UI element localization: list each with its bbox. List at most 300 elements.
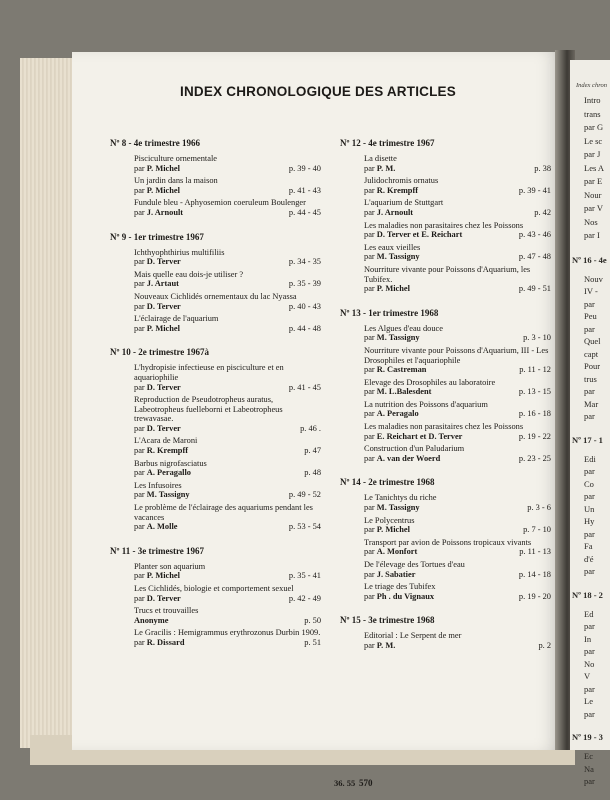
article-entry <box>364 444 555 463</box>
issue-heading: Nº 12 - 4e trimestre 1967 <box>340 138 435 148</box>
par-word: par <box>134 423 147 433</box>
article-author: M. Tassigny <box>376 252 420 262</box>
author-block <box>364 365 426 375</box>
par-word: par <box>364 252 377 262</box>
article-entry <box>364 582 555 601</box>
article-pages: p. 3 - 6 <box>527 503 551 513</box>
author-block <box>364 186 418 196</box>
par-word: par <box>364 640 377 650</box>
par-word: par <box>364 333 377 343</box>
issue-section <box>110 232 325 334</box>
author-block <box>134 594 181 604</box>
article-entry <box>134 481 325 500</box>
issue-heading: Nº 13 - 1er trimestre 1968 <box>340 307 439 318</box>
issue-section <box>340 308 555 464</box>
author-block <box>364 570 415 580</box>
facing-page-fragment: Nour <box>584 189 602 200</box>
par-word: par <box>364 569 377 579</box>
article-entry <box>364 560 555 579</box>
author-line <box>364 547 555 557</box>
article-entry <box>364 324 555 343</box>
article-author: A. Molle <box>146 522 178 532</box>
article-pages: p. 39 - 41 <box>518 185 551 195</box>
facing-page-fragment: par <box>584 298 595 309</box>
facing-page-fragment: par I <box>584 230 600 240</box>
article-author: J. Arnoult <box>146 207 184 217</box>
facing-page-fragment: IV - <box>584 286 598 296</box>
article-pages: p. 2 <box>538 640 551 650</box>
author-line <box>134 324 325 334</box>
author-line <box>364 252 555 262</box>
article-entry <box>364 516 555 535</box>
article-title: Planter son aquarium <box>134 561 206 571</box>
author-block <box>364 525 410 535</box>
article-title: Le triage des Tubifex <box>364 582 436 592</box>
article-pages: p. 40 - 43 <box>288 301 321 311</box>
facing-page-fragment: Co <box>584 478 594 489</box>
left-column <box>110 138 325 662</box>
article-entry <box>134 395 325 433</box>
facing-page-fragment: No <box>584 658 595 669</box>
article-author: Ph . du Vignaux <box>376 591 435 601</box>
article-author: D. Terver <box>146 593 181 603</box>
article-title: Le Tanichtys du riche <box>364 493 437 503</box>
par-word: par <box>364 230 377 240</box>
article-author: P. Michel <box>376 284 410 294</box>
article-author: P. M. <box>376 163 396 173</box>
issue-heading: Nº 11 - 3e trimestre 1967 <box>110 545 205 556</box>
article-author: D. Terver <box>146 301 181 311</box>
par-word: par <box>364 525 377 535</box>
facing-page-fragment: d'é <box>584 553 594 564</box>
author-block <box>134 279 179 289</box>
author-block <box>134 424 181 434</box>
par-word: par <box>134 571 147 581</box>
author-line <box>134 302 325 312</box>
author-block <box>134 571 180 581</box>
facing-page-fragment: trus <box>584 373 597 384</box>
book-page <box>72 52 564 788</box>
article-title: Les Infusoires <box>134 480 182 490</box>
author-block <box>134 522 178 532</box>
facing-page-fragment: par <box>584 776 595 786</box>
author-line <box>364 284 555 294</box>
article-author: P. Michel <box>376 525 410 535</box>
article-pages: p. 53 - 54 <box>288 522 321 532</box>
facing-page-fragment: Ec <box>584 751 593 761</box>
facing-page-fragment: par <box>584 411 595 421</box>
article-author: R. Castreman <box>376 365 427 375</box>
issue-section <box>340 477 555 601</box>
article-author: D. Terver <box>146 257 181 267</box>
facing-page-fragment: Quel <box>584 336 601 346</box>
par-word: par <box>364 547 377 557</box>
author-line <box>364 570 555 580</box>
author-line <box>364 186 555 196</box>
par-word: par <box>134 185 147 195</box>
article-entry <box>364 493 555 512</box>
par-word: par <box>134 490 147 500</box>
author-line <box>134 522 325 532</box>
facing-page-fragment: par <box>584 621 595 631</box>
article-title: Les maladies non parasitaires chez les Poissons <box>364 422 524 432</box>
issue-section <box>110 347 325 532</box>
article-entry <box>364 154 555 173</box>
facing-page-fragment: par J <box>584 149 601 159</box>
facing-page-fragment: Le <box>584 696 593 706</box>
facing-page-fragment: par G <box>584 122 604 132</box>
facing-page-fragment: V <box>584 671 591 681</box>
author-line <box>134 257 325 267</box>
facing-page-heading: Nº 16 - 4e <box>572 254 607 265</box>
author-block <box>364 284 410 294</box>
article-pages: p. 35 - 39 <box>288 279 321 289</box>
author-block <box>364 454 440 464</box>
issue-section <box>340 138 555 294</box>
facing-page-fragment: Peu <box>584 311 597 321</box>
article-title: Les eaux vieilles <box>364 242 421 252</box>
author-block <box>134 616 168 626</box>
facing-page-fragment: Pour <box>584 361 601 371</box>
article-entry <box>134 314 325 333</box>
article-pages: p. 46 . <box>300 423 321 433</box>
article-entry <box>134 154 325 173</box>
author-line <box>134 164 325 174</box>
article-entry <box>364 422 555 441</box>
author-block <box>364 432 462 442</box>
facing-page-fragment: par V <box>584 203 603 213</box>
article-author: Anonyme <box>134 615 169 625</box>
author-block <box>134 383 181 393</box>
article-author: A. van der Woerd <box>376 453 441 463</box>
article-title: Nourriture vivante pour Poissons d'Aquarium, les Tubifex. <box>364 264 531 284</box>
facing-page-fragment: Mar <box>584 398 599 409</box>
article-pages: p. 14 - 18 <box>518 569 551 579</box>
article-author: J. Sabatier <box>376 569 416 579</box>
par-word: par <box>134 637 147 647</box>
article-title: L'éclairage de l'aquarium <box>134 314 219 324</box>
author-line <box>134 383 325 393</box>
par-word: par <box>364 365 377 375</box>
author-block <box>364 230 462 240</box>
author-block <box>134 446 188 456</box>
article-title: Editorial : Le Serpent de mer <box>364 631 462 641</box>
article-title: Barbus nigrofasciatus <box>134 458 207 468</box>
author-line <box>134 279 325 289</box>
article-author: P. Michel <box>146 163 180 173</box>
author-line <box>134 571 325 581</box>
article-pages: p. 49 - 52 <box>288 490 321 500</box>
page-title: INDEX CHRONOLOGIQUE DES ARTICLES <box>180 84 456 99</box>
par-word: par <box>134 446 147 456</box>
article-pages: p. 47 - 48 <box>518 252 551 262</box>
par-word: par <box>134 323 147 333</box>
par-word: par <box>134 279 147 289</box>
article-pages: p. 11 - 13 <box>519 547 551 557</box>
article-pages: p. 34 - 35 <box>288 257 321 267</box>
right-column <box>340 138 555 665</box>
author-block <box>134 490 190 500</box>
facing-page-fragment: Intro <box>584 95 601 105</box>
article-title: Les Cichlidés, biologie et comportement sexuel <box>134 584 294 593</box>
facing-page-fragment: Le sc <box>584 135 603 146</box>
article-title: Fundule bleu - Aphyosemion coeruleum Boulenger <box>134 198 306 208</box>
article-author: M. Tassigny <box>146 490 190 500</box>
article-pages: p. 50 <box>304 615 321 625</box>
author-line <box>134 490 325 500</box>
par-word: par <box>364 387 377 397</box>
facing-page-fragment: Un <box>584 503 595 514</box>
article-entry <box>134 248 325 267</box>
author-line <box>134 186 325 196</box>
author-block <box>134 164 180 174</box>
article-entry <box>134 176 325 195</box>
facing-page-fragment: Nouv <box>584 273 603 284</box>
author-line <box>364 432 555 442</box>
article-title: Le Gracilis : Hemigrammus erythrozonus Durbin 1909. <box>134 628 321 638</box>
article-entry <box>134 562 325 581</box>
article-title: De l'élevage des Tortues d'eau <box>364 560 465 569</box>
article-entry <box>364 176 555 195</box>
article-pages: p. 19 - 20 <box>518 591 551 601</box>
author-line <box>364 387 555 397</box>
article-author: E. Reichart et D. Terver <box>376 431 463 441</box>
article-title: Ichthyophthirius multifiliis <box>134 247 225 257</box>
author-line <box>134 424 325 434</box>
article-pages: p. 42 <box>534 207 551 217</box>
article-pages: p. 51 <box>304 637 321 647</box>
issue-heading: Nº 9 - 1er trimestre 1967 <box>110 231 204 242</box>
par-word: par <box>134 163 147 173</box>
par-word: par <box>134 382 147 392</box>
author-line <box>364 208 555 218</box>
par-word: par <box>134 468 147 478</box>
article-title: Les maladies non parasitaires chez les Poissons <box>364 220 524 230</box>
author-line <box>364 454 555 464</box>
facing-page-fragment: capt <box>584 348 599 359</box>
author-line <box>364 503 555 513</box>
par-word: par <box>134 522 147 532</box>
article-entry <box>364 198 555 217</box>
article-entry <box>364 538 555 557</box>
facing-page-fragment: In <box>584 633 592 644</box>
footer-code: 36. 55 <box>334 778 356 788</box>
author-block <box>134 186 180 196</box>
facing-page-fragment: par <box>584 466 595 476</box>
article-entry <box>134 628 325 647</box>
article-pages: p. 41 - 43 <box>288 185 321 195</box>
par-word: par <box>364 207 377 217</box>
article-title: L'Acara de Maroni <box>134 436 198 446</box>
author-block <box>364 409 419 419</box>
issue-heading: Nº 14 - 2e trimestre 1968 <box>340 477 435 488</box>
article-entry <box>134 270 325 289</box>
par-word: par <box>364 431 377 441</box>
author-block <box>134 324 180 334</box>
article-pages: p. 16 - 18 <box>518 409 551 419</box>
facing-page-fragment: Fa <box>584 541 593 551</box>
article-title: Nouveaux Cichlidés ornementaux du lac Nyassa <box>134 291 297 301</box>
article-pages: p. 48 <box>304 468 321 478</box>
facing-page-fragment: par <box>584 646 595 656</box>
article-entry <box>134 459 325 478</box>
author-line <box>364 592 555 602</box>
author-line <box>134 446 325 456</box>
article-pages: p. 44 - 45 <box>288 207 321 217</box>
article-author: P. M. <box>376 640 396 650</box>
article-title: L'aquarium de Stuttgart <box>364 198 444 208</box>
article-title: Trucs et trouvailles <box>134 606 199 616</box>
author-block <box>364 208 413 218</box>
par-word: par <box>364 591 377 601</box>
article-title: Nourriture vivante pour Poissons d'Aquarium, III - Les Drosophiles et l'aquariophile <box>364 345 549 365</box>
article-entry <box>134 606 325 625</box>
par-word: par <box>364 284 377 294</box>
article-author: M. Tassigny <box>376 333 420 343</box>
article-pages: p. 42 - 49 <box>288 593 321 603</box>
facing-page <box>570 60 610 786</box>
author-line <box>134 638 325 648</box>
author-block <box>134 257 181 267</box>
author-block <box>364 592 434 602</box>
article-title: Le problème de l'éclairage des aquariums pendant les vacances <box>134 503 313 522</box>
author-block <box>364 387 431 397</box>
article-pages: p. 38 <box>534 163 551 173</box>
article-author: R. Krempff <box>376 185 419 195</box>
par-word: par <box>134 257 147 267</box>
facing-page-heading: Nº 19 - 3 <box>572 732 603 742</box>
article-pages: p. 19 - 22 <box>518 431 551 441</box>
par-word: par <box>134 207 147 217</box>
article-author: R. Krempff <box>146 446 189 456</box>
author-line <box>364 333 555 343</box>
article-pages: p. 49 - 51 <box>518 284 551 294</box>
article-entry <box>364 243 555 262</box>
article-author: R. Dissard <box>146 637 185 647</box>
article-author: M. L.Balesdent <box>376 387 432 397</box>
page-number: 570 <box>359 778 373 788</box>
article-author: A. Monfort <box>376 547 418 557</box>
article-entry <box>364 221 555 240</box>
facing-page-fragment: Hy <box>584 516 595 526</box>
author-line <box>134 468 325 478</box>
author-block <box>364 164 395 174</box>
article-pages: p. 23 - 25 <box>518 453 551 463</box>
article-title: Reproduction de Pseudotropheus auratus, Labeotropheus fuelleborni et Labeotropheus trewavasae. <box>134 395 283 424</box>
facing-page-fragment: par <box>584 386 595 396</box>
author-block <box>364 333 420 343</box>
article-title: L'hydropisie infectieuse en pisciculture et en aquariophilie <box>134 363 284 382</box>
par-word: par <box>364 503 377 513</box>
article-pages: p. 11 - 12 <box>519 365 551 375</box>
author-block <box>364 503 420 513</box>
article-author: A. Peragallo <box>146 468 191 478</box>
author-line <box>134 616 325 626</box>
author-line <box>364 164 555 174</box>
author-block <box>364 252 420 262</box>
par-word: par <box>364 409 377 419</box>
article-pages: p. 44 - 48 <box>288 323 321 333</box>
author-line <box>364 525 555 535</box>
facing-page-fragment: par <box>584 323 595 334</box>
article-title: La disette <box>364 154 397 163</box>
author-line <box>134 594 325 604</box>
facing-page-fragment: par E <box>584 176 603 186</box>
facing-page-fragment: trans <box>584 108 601 119</box>
facing-page-fragment: par <box>584 683 595 694</box>
article-pages: p. 39 - 40 <box>288 163 321 173</box>
article-entry <box>134 503 325 532</box>
author-block <box>134 208 183 218</box>
par-word: par <box>364 185 377 195</box>
article-entry <box>364 346 555 375</box>
article-author: P. Michel <box>146 571 180 581</box>
article-entry <box>364 631 555 650</box>
facing-page-fragment: Nos <box>584 216 598 227</box>
article-pages: p. 13 - 15 <box>518 387 551 397</box>
article-author: J. Artaut <box>146 279 179 289</box>
article-author: D. Terver <box>146 423 181 433</box>
facing-page-fragment: par <box>584 528 595 539</box>
article-entry <box>134 363 325 392</box>
facing-page-fragment: Les A <box>584 162 605 173</box>
article-pages: p. 3 - 10 <box>523 333 551 343</box>
article-title: Pisciculture ornementale <box>134 154 218 163</box>
article-title: Construction d'un Paludarium <box>364 444 465 454</box>
article-entry <box>134 292 325 311</box>
par-word: par <box>134 301 147 311</box>
article-title: Mais quelle eau dois-je utiliser ? <box>134 269 244 279</box>
issue-section <box>110 546 325 648</box>
article-pages: p. 41 - 45 <box>288 382 321 392</box>
author-line <box>364 365 555 375</box>
issue-section <box>340 615 555 650</box>
facing-page-fragment: par <box>584 491 595 501</box>
author-block <box>134 468 191 478</box>
article-entry <box>364 400 555 419</box>
author-line <box>364 409 555 419</box>
article-title: Elevage des Drosophiles au laboratoire <box>364 377 496 387</box>
article-title: La nutrition des Poissons d'aquarium <box>364 399 488 409</box>
author-line <box>134 208 325 218</box>
issue-section <box>110 138 325 218</box>
facing-page-heading: Nº 17 - 1 <box>572 434 603 445</box>
article-title: Un jardin dans la maison <box>134 176 218 186</box>
article-pages: p. 35 - 41 <box>288 571 321 581</box>
par-word: par <box>134 593 147 603</box>
article-pages: p. 47 <box>304 446 321 456</box>
article-title: Transport par avion de Poissons tropicaux vivants <box>364 537 532 547</box>
article-entry <box>364 265 555 294</box>
author-line <box>364 230 555 240</box>
issue-heading: Nº 10 - 2e trimestre 1967à <box>110 347 210 358</box>
facing-page-fragment: par <box>584 566 595 576</box>
facing-page-fragment: Na <box>584 763 594 774</box>
article-pages: p. 43 - 46 <box>518 230 551 240</box>
author-block <box>364 641 395 651</box>
article-author: D. Terver et E. Reichart <box>376 230 463 240</box>
article-entry <box>134 436 325 455</box>
facing-page-fragment: par <box>584 708 595 719</box>
issue-heading: Nº 8 - 4e trimestre 1966 <box>110 138 201 148</box>
article-title: Le Polycentrus <box>364 515 415 525</box>
article-author: D. Terver <box>146 382 181 392</box>
article-author: M. Tassigny <box>376 503 420 513</box>
author-block <box>134 638 185 648</box>
author-block <box>364 547 417 557</box>
article-pages: p. 7 - 10 <box>523 525 551 535</box>
article-entry <box>364 378 555 397</box>
